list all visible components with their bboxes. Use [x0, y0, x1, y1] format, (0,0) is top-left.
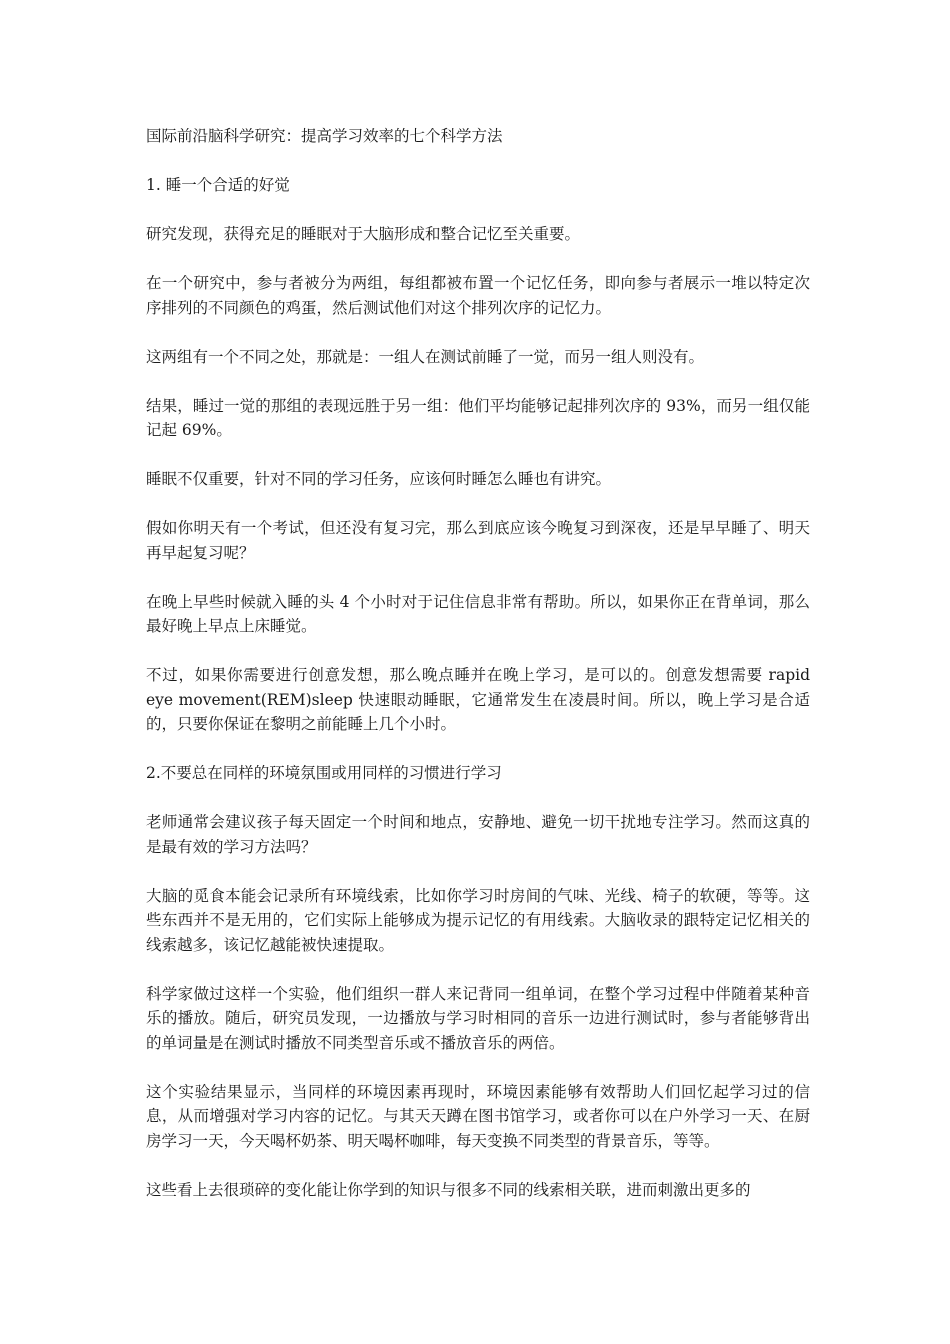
paragraph: 这个实验结果显示，当同样的环境因素再现时，环境因素能够有效帮助人们回忆起学习过的信息，从而增强对学习内容的记忆。与其天天蹲在图书馆学习，或者你可以在户外学习一天、在厨房学习一天，今天喝杯奶茶、明天喝杯咖啡，每天变换不同类型的背景音乐，等等。: [146, 1082, 810, 1150]
document-title: 国际前沿脑科学研究：提高学习效率的七个科学方法: [146, 127, 503, 145]
paragraph: 大脑的觅食本能会记录所有环境线索，比如你学习时房间的气味、光线、椅子的软硬，等等。这些东西并不是无用的，它们实际上能够成为提示记忆的有用线索。大脑收录的跟特定记忆相关的线索越多，该记忆越能被快速提取。: [146, 886, 810, 954]
paragraph: 科学家做过这样一个实验，他们组织一群人来记背同一组单词，在整个学习过程中伴随着某种音乐的播放。随后，研究员发现，一边播放与学习时相同的音乐一边进行测试时，参与者能够背出的单词量是在测试时播放不同类型音乐或不播放音乐的两倍。: [146, 984, 810, 1052]
paragraph: 这些看上去很琐碎的变化能让你学到的知识与很多不同的线索相关联，进而刺激出更多的: [146, 1180, 751, 1199]
paragraph: 在晚上早些时候就入睡的头 4 个小时对于记住信息非常有帮助。所以，如果你正在背单词，那么最好晚上早点上床睡觉。: [146, 592, 810, 635]
paragraph: 假如你明天有一个考试，但还没有复习完，那么到底应该今晚复习到深夜，还是早早睡了、明天再早起复习呢？: [146, 519, 810, 562]
document-page: [146, 124, 810, 1202]
paragraph: 老师通常会建议孩子每天固定一个时间和地点，安静地、避免一切干扰地专注学习。然而这真的是最有效的学习方法吗？: [146, 813, 810, 856]
paragraph: 研究发现，获得充足的睡眠对于大脑形成和整合记忆至关重要。: [146, 225, 581, 243]
paragraph: 不过，如果你需要进行创意发想，那么晚点睡并在晚上学习，是可以的。创意发想需要 rapid eye movement(REM)sleep 快速眼动睡眠，它通常发生在凌晨时间。所以，晚上学习是合适的，只要你保证在黎明之前能睡上几个小时。: [146, 666, 810, 733]
section-heading: 2.不要总在同样的环境氛围或用同样的习惯进行学习: [146, 764, 502, 782]
section-heading: 1. 睡一个合适的好觉: [146, 176, 290, 194]
paragraph: 睡眠不仅重要，针对不同的学习任务，应该何时睡怎么睡也有讲究。: [146, 470, 612, 488]
paragraph: 在一个研究中，参与者被分为两组，每组都被布置一个记忆任务，即向参与者展示一堆以特定次序排列的不同颜色的鸡蛋，然后测试他们对这个排列次序的记忆力。: [146, 274, 810, 317]
paragraph: 这两组有一个不同之处，那就是：一组人在测试前睡了一觉，而另一组人则没有。: [146, 347, 705, 366]
paragraph: 结果，睡过一觉的那组的表现远胜于另一组：他们平均能够记起排列次序的 93%，而另一组仅能记起 69%。: [146, 396, 810, 439]
